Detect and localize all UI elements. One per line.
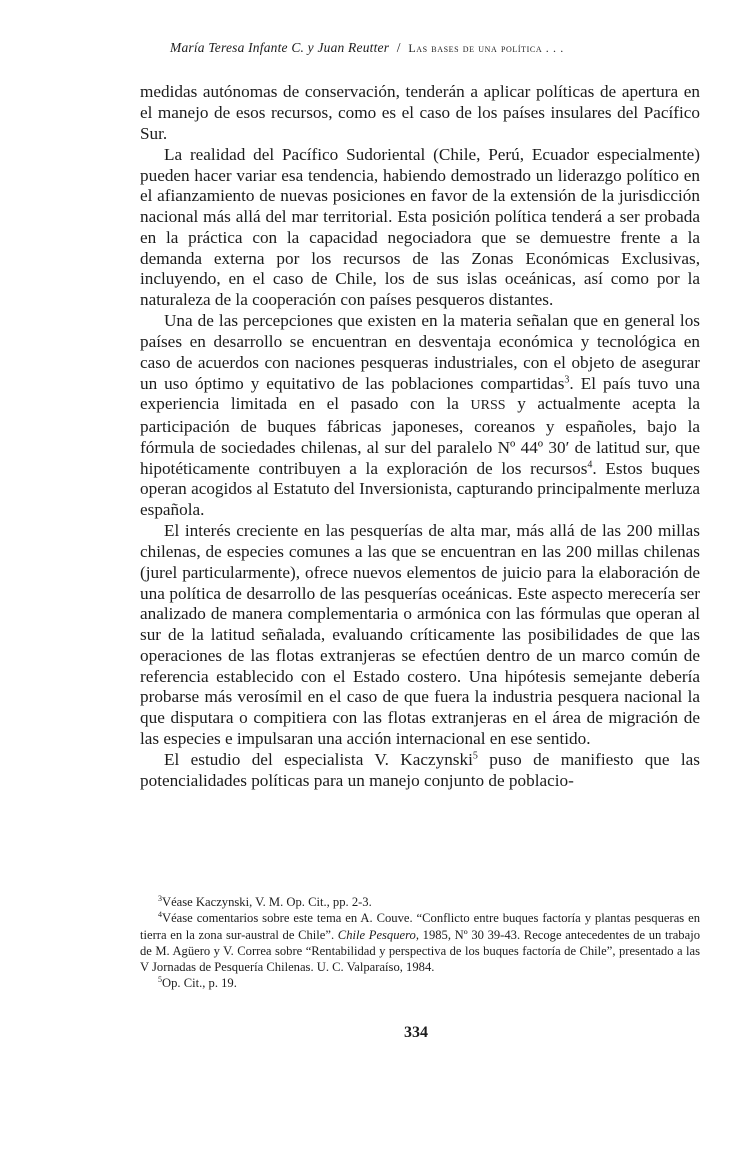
- header-title: Las bases de una política . . .: [408, 41, 564, 55]
- header-separator: /: [396, 40, 401, 55]
- paragraph-text: medidas autónomas de conservación, tenderán a aplicar políticas de apertura en el manejo de esos recursos, como es el caso de los países insulares del Pacífico Sur.: [140, 82, 700, 143]
- footnote-text: 1985, Nº 30 39-43. Recoge antecedentes de un trabajo de M. Agüero y V. Correa sobre “Rentabilidad y perspectiva de los buques factoría de Chile”, presentado a las V Jornadas de Pesquería Chilenas. U. C. Valparaíso, 1984.: [140, 927, 700, 975]
- paragraph-text: puso de manifiesto que las potencialidades políticas para un manejo conjunto de poblacio-: [140, 750, 700, 790]
- paragraph-text: La realidad del Pacífico Sudoriental (Chile, Perú, Ecuador especialmente) pueden hacer variar esa tendencia, habiendo demostrado un liderazgo político en el afianzamiento de nuevas posiciones en favor de la extensión de la jurisdicción nacional más allá del mar territorial. Esta posición política tenderá a ser probada en la práctica con la capacidad negociadora que se demuestre frente a la demanda externa por los recursos de las Zonas Económicas Exclusivas, incluyendo, en el caso de Chile, los de sus islas oceánicas, así como por la naturaleza de la cooperación con países pesqueros distantes.: [140, 144, 700, 309]
- footnotes: [140, 894, 700, 992]
- page-number: 334: [404, 1024, 428, 1041]
- paragraph-text: El estudio del especialista V. Kaczynski: [164, 750, 473, 769]
- footnote-text: Op. Cit., p. 19.: [162, 976, 237, 991]
- paragraph-2: [140, 145, 700, 311]
- footnote-mark: 3: [158, 893, 162, 903]
- paragraph-1: [140, 82, 700, 144]
- footnote-ref-3: 3: [564, 373, 570, 385]
- footnote-journal-title: Chile Pesquero,: [337, 927, 419, 942]
- footnote-ref-4: 4: [587, 458, 593, 470]
- body-text: [140, 82, 700, 792]
- header-authors: María Teresa Infante C. y Juan Reutter: [170, 40, 390, 55]
- footnote-mark: 5: [158, 975, 162, 985]
- footnote-4: [140, 910, 700, 975]
- paragraph-3: [140, 311, 700, 521]
- footnote-mark: 4: [158, 910, 162, 920]
- paragraph-text: Una de las percepciones que existen en la materia señalan que en general los países en desarrollo se encuentran en desventaja económica y tecnológica en caso de acuerdos con naciones pesqueras industriales, con el objeto de asegurar un uso óptimo y equitativo de las poblaciones compartidas: [140, 311, 700, 393]
- footnote-text: Véase comentarios sobre este tema en A. Couve. “Conflicto entre buques factoría y plantas pesqueras en tierra en la zona sur-austral de Chile”.: [140, 911, 700, 942]
- paragraph-5: [140, 750, 700, 792]
- paragraph-text: . Estos buques operan acogidos al Estatuto del Inversionista, capturando principalmente merluza española.: [140, 458, 700, 519]
- paragraph-text: y actualmente acepta la participación de buques fábricas japoneses, coreanos y españoles, bajo la fórmula de sociedades chilenas, al sur del paralelo Nº 44º 30′ de latitud sur, que hipotéticamente contribuyen a la exploración de los recursos: [140, 394, 700, 478]
- footnote-5: [140, 975, 700, 991]
- footnote-ref-5: 5: [472, 750, 478, 762]
- paragraph-text: . El país tuvo una experiencia limitada en el pasado con la: [140, 373, 700, 414]
- footnote-text: Véase Kaczynski, V. M. Op. Cit., pp. 2-3.: [162, 895, 372, 909]
- paragraph-text: El interés creciente en las pesquerías de alta mar, más allá de las 200 millas chilenas, de especies comunes a las que se encuentran en las 200 millas chilenas (jurel particularmente), ofrece nuevos elementos de juicio para la elaboración de una política de desarrollo de las pesquerías oceánicas. Este aspecto merecería ser analizado de manera complementaria o armónica con las fórmulas que operan al sur de la latitud señalada, evaluando críticamente las posibilidades de que las operaciones de las flotas extranjeras se efectúen dentro de un marco común de referencia establecido con el Estado costero. Una hipótesis semejante debería probarse más verosímil en el caso de que fuera la industria pesquera nacional la que disputara o compitiera con las flotas extranjeras en el área de migración de las especies e impulsaran una acción internacional en ese sentido.: [140, 521, 700, 748]
- paragraph-4: [140, 521, 700, 749]
- footnote-3: [140, 894, 700, 910]
- abbreviation-urss: URSS: [470, 398, 506, 414]
- running-header: [170, 40, 690, 56]
